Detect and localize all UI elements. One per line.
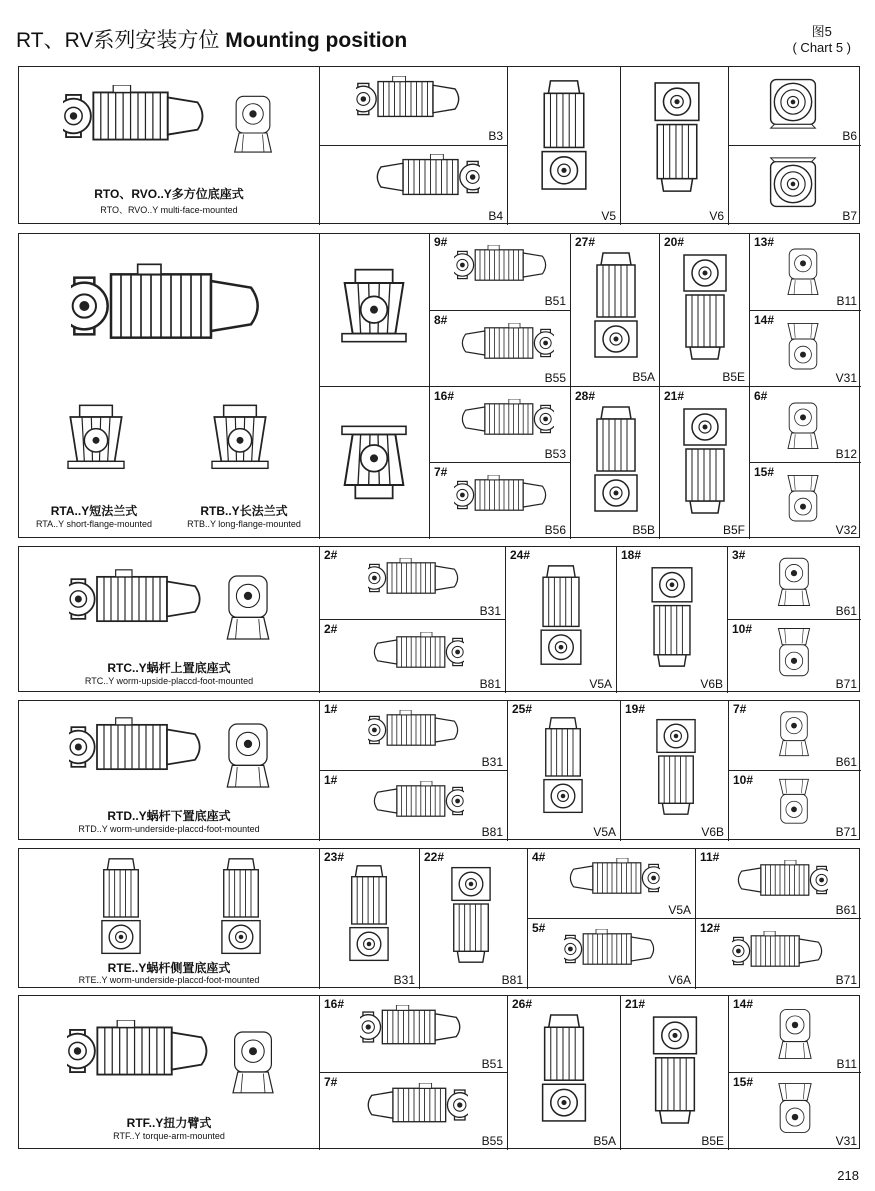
position-cell bbox=[659, 386, 749, 539]
position-cell bbox=[505, 546, 616, 693]
position-drawing bbox=[778, 397, 828, 451]
flange-drawing bbox=[334, 257, 414, 357]
position-number: 5# bbox=[532, 921, 546, 935]
position-label: B56 bbox=[544, 523, 566, 537]
position-number: 13# bbox=[754, 235, 775, 249]
position-drawing bbox=[769, 706, 819, 758]
gearbox-side-drawing bbox=[225, 89, 281, 155]
position-drawing bbox=[368, 710, 464, 750]
section-caption-cn: RTC..Y蜗杆上置底座式 bbox=[107, 661, 231, 675]
position-cell bbox=[749, 310, 861, 387]
position-number: 18# bbox=[621, 548, 642, 562]
position-number: 27# bbox=[575, 235, 596, 249]
position-label: V6 bbox=[709, 209, 724, 223]
page-title-en: Mounting position bbox=[225, 29, 408, 52]
position-drawing bbox=[564, 858, 660, 898]
position-number: 7# bbox=[324, 1075, 338, 1089]
section-caption-a-cn: RTA..Y短法兰式 bbox=[50, 504, 138, 518]
position-cell bbox=[695, 918, 861, 989]
section-caption-en: RTD..Y worm-underside-placcd-foot-mounted bbox=[78, 824, 260, 834]
section-rtd-overview bbox=[19, 701, 320, 839]
position-cell bbox=[728, 145, 861, 225]
chart-tag-cn: 图5 bbox=[811, 24, 832, 39]
position-drawing bbox=[360, 1083, 468, 1127]
position-drawing bbox=[538, 716, 588, 816]
page-number: 218 bbox=[837, 1168, 859, 1183]
chart-tag bbox=[792, 24, 851, 56]
position-number: 14# bbox=[733, 997, 754, 1011]
position-number: 7# bbox=[733, 702, 747, 716]
position-label: B31 bbox=[481, 755, 503, 769]
section-caption-en: RTO、RVO..Y multi-face-mounted bbox=[100, 205, 238, 215]
position-number: 10# bbox=[733, 773, 754, 787]
section-rtc bbox=[18, 546, 860, 692]
position-label: V5A bbox=[668, 903, 691, 917]
position-cell bbox=[695, 848, 861, 919]
position-cell bbox=[620, 66, 728, 225]
position-cell bbox=[319, 1072, 507, 1150]
position-drawing bbox=[768, 626, 820, 682]
position-drawing bbox=[778, 243, 828, 297]
position-label: V6B bbox=[701, 825, 724, 839]
position-label: B61 bbox=[835, 755, 857, 769]
position-number: 21# bbox=[664, 389, 685, 403]
position-label: B61 bbox=[835, 903, 857, 917]
position-cell bbox=[319, 700, 507, 771]
position-drawing bbox=[591, 251, 641, 361]
short-flange-drawing bbox=[61, 392, 131, 484]
position-number: 3# bbox=[732, 548, 746, 562]
position-number: 26# bbox=[512, 997, 533, 1011]
position-cell bbox=[749, 233, 861, 310]
position-number: 2# bbox=[324, 548, 338, 562]
section-caption-en: RTE..Y worm-underside-placcd-foot-mounted bbox=[78, 975, 260, 985]
position-drawing bbox=[591, 405, 641, 515]
position-cell bbox=[749, 462, 861, 539]
position-number: 15# bbox=[754, 465, 775, 479]
position-label: B31 bbox=[393, 973, 415, 987]
position-number: 2# bbox=[324, 622, 338, 636]
position-drawing bbox=[538, 1013, 590, 1125]
section-caption-b-cn: RTB..Y长法兰式 bbox=[200, 504, 288, 518]
section-rte-overview bbox=[19, 849, 320, 987]
position-label: B5E bbox=[722, 370, 745, 384]
position-drawing bbox=[370, 154, 480, 200]
section-rtc-overview bbox=[19, 547, 320, 691]
position-drawing bbox=[344, 864, 394, 964]
position-number: 19# bbox=[625, 702, 646, 716]
position-number: 9# bbox=[434, 235, 448, 249]
position-drawing bbox=[368, 781, 464, 821]
position-label: B31 bbox=[479, 604, 501, 618]
position-number: 15# bbox=[733, 1075, 754, 1089]
position-number: 8# bbox=[434, 313, 448, 327]
position-cell bbox=[728, 1072, 861, 1150]
position-label: B5F bbox=[722, 523, 745, 537]
section-caption-en: RTF..Y torque-arm-mounted bbox=[113, 1131, 225, 1141]
position-drawing bbox=[454, 475, 554, 515]
section-caption-cn: RTE..Y蜗杆侧置底座式 bbox=[107, 961, 231, 975]
position-label: V6A bbox=[668, 973, 691, 987]
position-drawing bbox=[356, 76, 466, 122]
gearmotor-drawing bbox=[69, 569, 209, 629]
position-drawing bbox=[651, 76, 703, 196]
position-drawing bbox=[778, 473, 828, 527]
position-number: 28# bbox=[575, 389, 596, 403]
long-flange-drawing bbox=[205, 392, 275, 484]
position-number: 14# bbox=[754, 313, 775, 327]
position-label: B4 bbox=[488, 209, 503, 223]
position-cell bbox=[319, 770, 507, 841]
position-cell bbox=[319, 546, 505, 620]
position-label: B55 bbox=[481, 1134, 503, 1148]
position-drawing bbox=[454, 323, 554, 363]
position-drawing bbox=[769, 1081, 821, 1139]
position-number: 20# bbox=[664, 235, 685, 249]
flange-overview-cell bbox=[319, 386, 429, 539]
position-number: 23# bbox=[324, 850, 345, 864]
position-drawing bbox=[765, 74, 821, 130]
position-cell bbox=[507, 995, 620, 1150]
position-cell bbox=[319, 619, 505, 693]
position-drawing bbox=[564, 929, 660, 969]
position-number: 11# bbox=[700, 850, 720, 864]
position-label: B71 bbox=[835, 677, 857, 691]
position-number: 16# bbox=[324, 997, 345, 1011]
position-label: V31 bbox=[835, 371, 857, 385]
position-number: 1# bbox=[324, 702, 338, 716]
position-drawing bbox=[769, 777, 819, 829]
position-cell bbox=[507, 66, 620, 225]
position-label: B71 bbox=[835, 825, 857, 839]
position-cell bbox=[620, 995, 728, 1150]
position-drawing bbox=[446, 864, 496, 964]
position-number: 12# bbox=[700, 921, 721, 935]
position-drawing bbox=[680, 251, 730, 361]
page-title-cn: RT、RV系列安装方位 bbox=[16, 29, 220, 52]
position-cell bbox=[507, 700, 620, 841]
section-rta-overview bbox=[19, 234, 320, 537]
section-caption-a-en: RTA..Y short-flange-mounted bbox=[35, 519, 153, 529]
position-number: 25# bbox=[512, 702, 533, 716]
position-cell bbox=[429, 233, 570, 310]
position-cell bbox=[527, 848, 695, 919]
section-rtf-overview bbox=[19, 996, 320, 1148]
position-drawing bbox=[647, 564, 697, 668]
position-cell bbox=[620, 700, 728, 841]
position-label: B6 bbox=[842, 129, 857, 143]
position-cell bbox=[319, 66, 507, 145]
section-caption-cn: RTF..Y扭力臂式 bbox=[126, 1116, 212, 1130]
position-number: 16# bbox=[434, 389, 455, 403]
position-drawing bbox=[649, 1013, 701, 1125]
position-label: B5E bbox=[701, 1134, 724, 1148]
position-label: B55 bbox=[544, 371, 566, 385]
position-cell bbox=[749, 386, 861, 463]
position-label: B51 bbox=[481, 1057, 503, 1071]
section-caption-cn: RTD..Y蜗杆下置底座式 bbox=[107, 809, 231, 823]
position-label: B81 bbox=[481, 825, 503, 839]
position-label: V5 bbox=[601, 209, 616, 223]
position-label: B61 bbox=[835, 604, 857, 618]
gearbox-side-drawing bbox=[219, 565, 277, 645]
position-label: B51 bbox=[544, 294, 566, 308]
position-label: B11 bbox=[836, 1057, 857, 1071]
position-drawing bbox=[769, 1003, 821, 1061]
position-number: 6# bbox=[754, 389, 768, 403]
position-drawing bbox=[732, 931, 828, 971]
position-label: V32 bbox=[835, 523, 857, 537]
position-cell bbox=[728, 700, 861, 771]
position-cell bbox=[616, 546, 727, 693]
position-drawing bbox=[454, 399, 554, 439]
section-rto-overview bbox=[19, 67, 320, 223]
position-number: 4# bbox=[532, 850, 546, 864]
gearmotor-drawing bbox=[63, 85, 213, 147]
position-drawing bbox=[454, 245, 554, 285]
position-number: 7# bbox=[434, 465, 448, 479]
position-cell bbox=[728, 66, 861, 145]
position-cell bbox=[429, 462, 570, 539]
vertical-gearmotor-drawing bbox=[95, 857, 147, 957]
position-cell bbox=[319, 995, 507, 1073]
flange-drawing bbox=[334, 411, 414, 511]
position-drawing bbox=[651, 716, 701, 816]
position-label: B12 bbox=[835, 447, 857, 461]
position-drawing bbox=[732, 860, 828, 900]
position-label: B81 bbox=[479, 677, 501, 691]
position-label: B71 bbox=[835, 973, 857, 987]
gearbox-side-drawing bbox=[225, 1020, 281, 1100]
position-number: 24# bbox=[510, 548, 531, 562]
position-cell bbox=[319, 848, 419, 989]
position-number: 10# bbox=[732, 622, 753, 636]
gearmotor-drawing bbox=[67, 1020, 217, 1082]
position-drawing bbox=[680, 405, 730, 515]
section-caption-b-en: RTB..Y long-flange-mounted bbox=[187, 519, 301, 529]
position-cell bbox=[727, 619, 861, 693]
position-label: B3 bbox=[488, 129, 503, 143]
flange-overview-cell bbox=[319, 233, 429, 386]
position-label: B11 bbox=[836, 294, 857, 308]
position-drawing bbox=[368, 558, 464, 598]
position-drawing bbox=[538, 76, 590, 196]
position-number: 21# bbox=[625, 997, 646, 1011]
position-label: V5A bbox=[593, 825, 616, 839]
section-rtd bbox=[18, 700, 860, 840]
position-cell bbox=[527, 918, 695, 989]
section-caption-cn: RTO、RVO..Y多方位底座式 bbox=[94, 187, 244, 201]
gearmotor-drawing bbox=[71, 256, 271, 356]
position-drawing bbox=[765, 156, 821, 212]
position-cell bbox=[728, 995, 861, 1073]
position-cell bbox=[659, 233, 749, 386]
position-cell bbox=[429, 386, 570, 463]
position-label: V6B bbox=[700, 677, 723, 691]
position-drawing bbox=[536, 564, 586, 668]
chart-tag-en: ( Chart 5 ) bbox=[792, 40, 851, 55]
position-cell bbox=[727, 546, 861, 620]
position-label: V5A bbox=[589, 677, 612, 691]
position-label: B5B bbox=[632, 523, 655, 537]
position-label: B53 bbox=[544, 447, 566, 461]
section-caption-en: RTC..Y worm-upside-placcd-foot-mounted bbox=[84, 676, 254, 686]
section-rta-rtb bbox=[18, 233, 860, 538]
position-cell bbox=[570, 233, 659, 386]
section-rto bbox=[18, 66, 860, 224]
position-number: 1# bbox=[324, 773, 338, 787]
position-label: V31 bbox=[835, 1134, 857, 1148]
position-drawing bbox=[360, 1005, 468, 1049]
page-title bbox=[16, 24, 407, 54]
section-rte bbox=[18, 848, 860, 988]
position-drawing bbox=[778, 321, 828, 375]
position-number: 22# bbox=[424, 850, 445, 864]
gearmotor-drawing bbox=[69, 717, 209, 777]
position-label: B81 bbox=[501, 973, 523, 987]
vertical-gearmotor-side-drawing bbox=[215, 857, 267, 957]
position-cell bbox=[319, 145, 507, 225]
position-cell bbox=[419, 848, 527, 989]
position-cell bbox=[429, 310, 570, 387]
position-drawing bbox=[368, 632, 464, 672]
position-cell bbox=[570, 386, 659, 539]
position-drawing bbox=[768, 552, 820, 608]
section-rtf bbox=[18, 995, 860, 1149]
gearbox-side-drawing bbox=[219, 713, 277, 793]
position-label: B5A bbox=[632, 370, 655, 384]
position-label: B7 bbox=[842, 209, 857, 223]
position-label: B5A bbox=[593, 1134, 616, 1148]
position-cell bbox=[728, 770, 861, 841]
